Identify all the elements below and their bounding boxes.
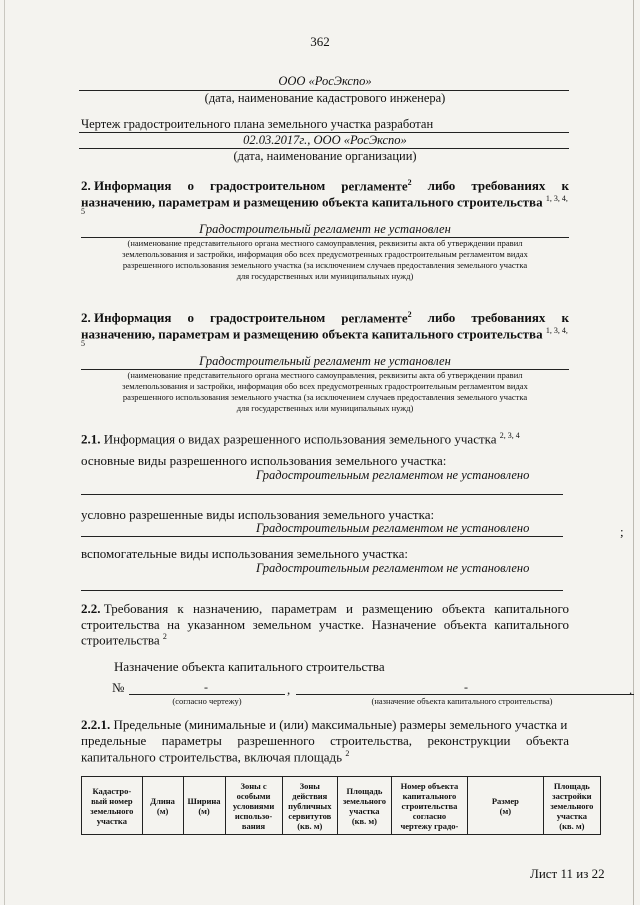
section-a-caption-1: (наименование представительного органа местного самоуправления, реквизиты акта об утверждении правил bbox=[127, 238, 523, 248]
underline bbox=[81, 590, 563, 591]
section-b-heading-line2: назначению, параметрам и размещению объекта капитального строительства $^{1, 3, 4,}$ bbox=[81, 326, 568, 342]
scan-left-edge bbox=[4, 0, 5, 905]
comma: , bbox=[287, 682, 291, 697]
s21-cond-value: Градостроительным регламентом не установлено bbox=[256, 521, 530, 535]
underline bbox=[81, 536, 563, 537]
caption-purpose: (назначение объекта капитального строительства) bbox=[371, 696, 553, 706]
drawing-line: Чертеж градостроительного плана земельного участка разработан bbox=[81, 117, 434, 131]
s21-main-label: основные виды разрешенного использования земельного участка: bbox=[81, 453, 447, 468]
th-length: Длина (м) bbox=[142, 777, 183, 835]
section-b-value: Градостроительный регламент не установлен bbox=[199, 354, 451, 368]
section-a-heading-line2: назначению, параметрам и размещению объекта капитального строительства $^{1, 3, 4,}$ bbox=[81, 194, 568, 210]
section-b-caption-2: землепользования и застройки, информация обо всех предусмотренных градостроительным регламентом видах bbox=[122, 381, 528, 391]
section-a-caption-3: разрешенного использования земельного участка (за исключением случаев предоставления земельного участка bbox=[122, 260, 528, 270]
section-b-heading-line1: 2. Информация о градостроительном регламенте$^2$ либо требованиях к bbox=[81, 310, 569, 326]
s221-line3: капитального строительства, включая площадь $^2$ bbox=[81, 749, 350, 765]
th-object-number: Номер объекта капитального строительства согласно чертежу градо- bbox=[391, 777, 467, 835]
section-b-caption-3: разрешенного использования земельного участка (за исключением случаев предоставления земельного участка bbox=[122, 392, 528, 402]
scan-right-edge bbox=[633, 0, 634, 905]
section-a-heading-line1: 2. Информация о градостроительном регламенте$^2$ либо требованиях к bbox=[81, 178, 569, 194]
s221-line1: 2.2.1. Предельные (минимальные и (или) максимальные) размеры земельного участка и bbox=[81, 717, 568, 732]
drawing-value: 02.03.2017г., ООО «РосЭкспо» bbox=[243, 133, 407, 147]
table-header-row bbox=[82, 777, 601, 835]
s22-line2: строительства на указанном земельном участке. Назначение объекта капитального bbox=[81, 617, 569, 632]
dash-drawing-number: - bbox=[204, 680, 208, 694]
underline bbox=[81, 494, 563, 495]
section-b-caption-1: (наименование представительного органа местного самоуправления, реквизиты акта об утверждении правил bbox=[127, 370, 523, 380]
cadastral-org: ООО «РосЭкспо» bbox=[278, 74, 372, 88]
s21-main-value: Градостроительным регламентом не установлено bbox=[256, 468, 530, 482]
s221-line2: предельные параметры разрешенного строительства, реконструкции объекта bbox=[81, 733, 569, 748]
th-servitude-zones: Зоны действия публичных сервитутов (кв. м) bbox=[282, 777, 338, 835]
s22-purpose-label: Назначение объекта капитального строительства bbox=[114, 659, 385, 674]
sheet-number: Лист 11 из 22 bbox=[530, 866, 605, 881]
section-b-caption-4: для государственных или муниципальных нужд) bbox=[236, 403, 414, 413]
th-built-area: Площадь застройки земельного участка (кв. м) bbox=[543, 777, 600, 835]
cadastral-caption: (дата, наименование кадастрового инженера) bbox=[204, 91, 446, 105]
th-plot-area: Площадь земельного участка (кв. м) bbox=[338, 777, 392, 835]
dot: . bbox=[629, 682, 633, 697]
parameters-table bbox=[81, 776, 601, 835]
section-a-caption-2: землепользования и застройки, информация обо всех предусмотренных градостроительным регламентом видах bbox=[122, 249, 528, 259]
caption-drawing: (согласно чертежу) bbox=[172, 696, 242, 706]
s21-cond-label: условно разрешенные виды использования земельного участка: bbox=[81, 507, 435, 522]
th-width: Ширина (м) bbox=[183, 777, 225, 835]
s22-line1: 2.2. Требования к назначению, параметрам и размещению объекта капитального bbox=[81, 601, 569, 616]
s22-line3: строительства $^2$ bbox=[81, 632, 167, 648]
th-special-zones: Зоны с особыми условиями использо- вания bbox=[225, 777, 282, 835]
drawing-caption: (дата, наименование организации) bbox=[233, 149, 417, 163]
section-a-sup: 5 bbox=[81, 207, 85, 216]
section-b-sup: 5 bbox=[81, 339, 85, 348]
page-number: 362 bbox=[310, 34, 330, 49]
section-a-caption-4: для государственных или муниципальных нужд) bbox=[236, 271, 414, 281]
th-size: Размер (м) bbox=[468, 777, 544, 835]
no-sign: № bbox=[112, 680, 125, 695]
s21-heading: 2.1. Информация о видах разрешенного использования земельного участка $^{2, 3, 4}$ bbox=[81, 431, 520, 447]
s21-aux-label: вспомогательные виды использования земельного участка: bbox=[81, 546, 408, 561]
dash-purpose: - bbox=[464, 680, 468, 694]
s21-aux-value: Градостроительным регламентом не установлено bbox=[256, 561, 530, 575]
section-a-value: Градостроительный регламент не установлен bbox=[199, 222, 451, 236]
margin-mark: ; bbox=[620, 524, 624, 539]
th-cadastral-number: Кадастро- вый номер земельного участка bbox=[82, 777, 143, 835]
